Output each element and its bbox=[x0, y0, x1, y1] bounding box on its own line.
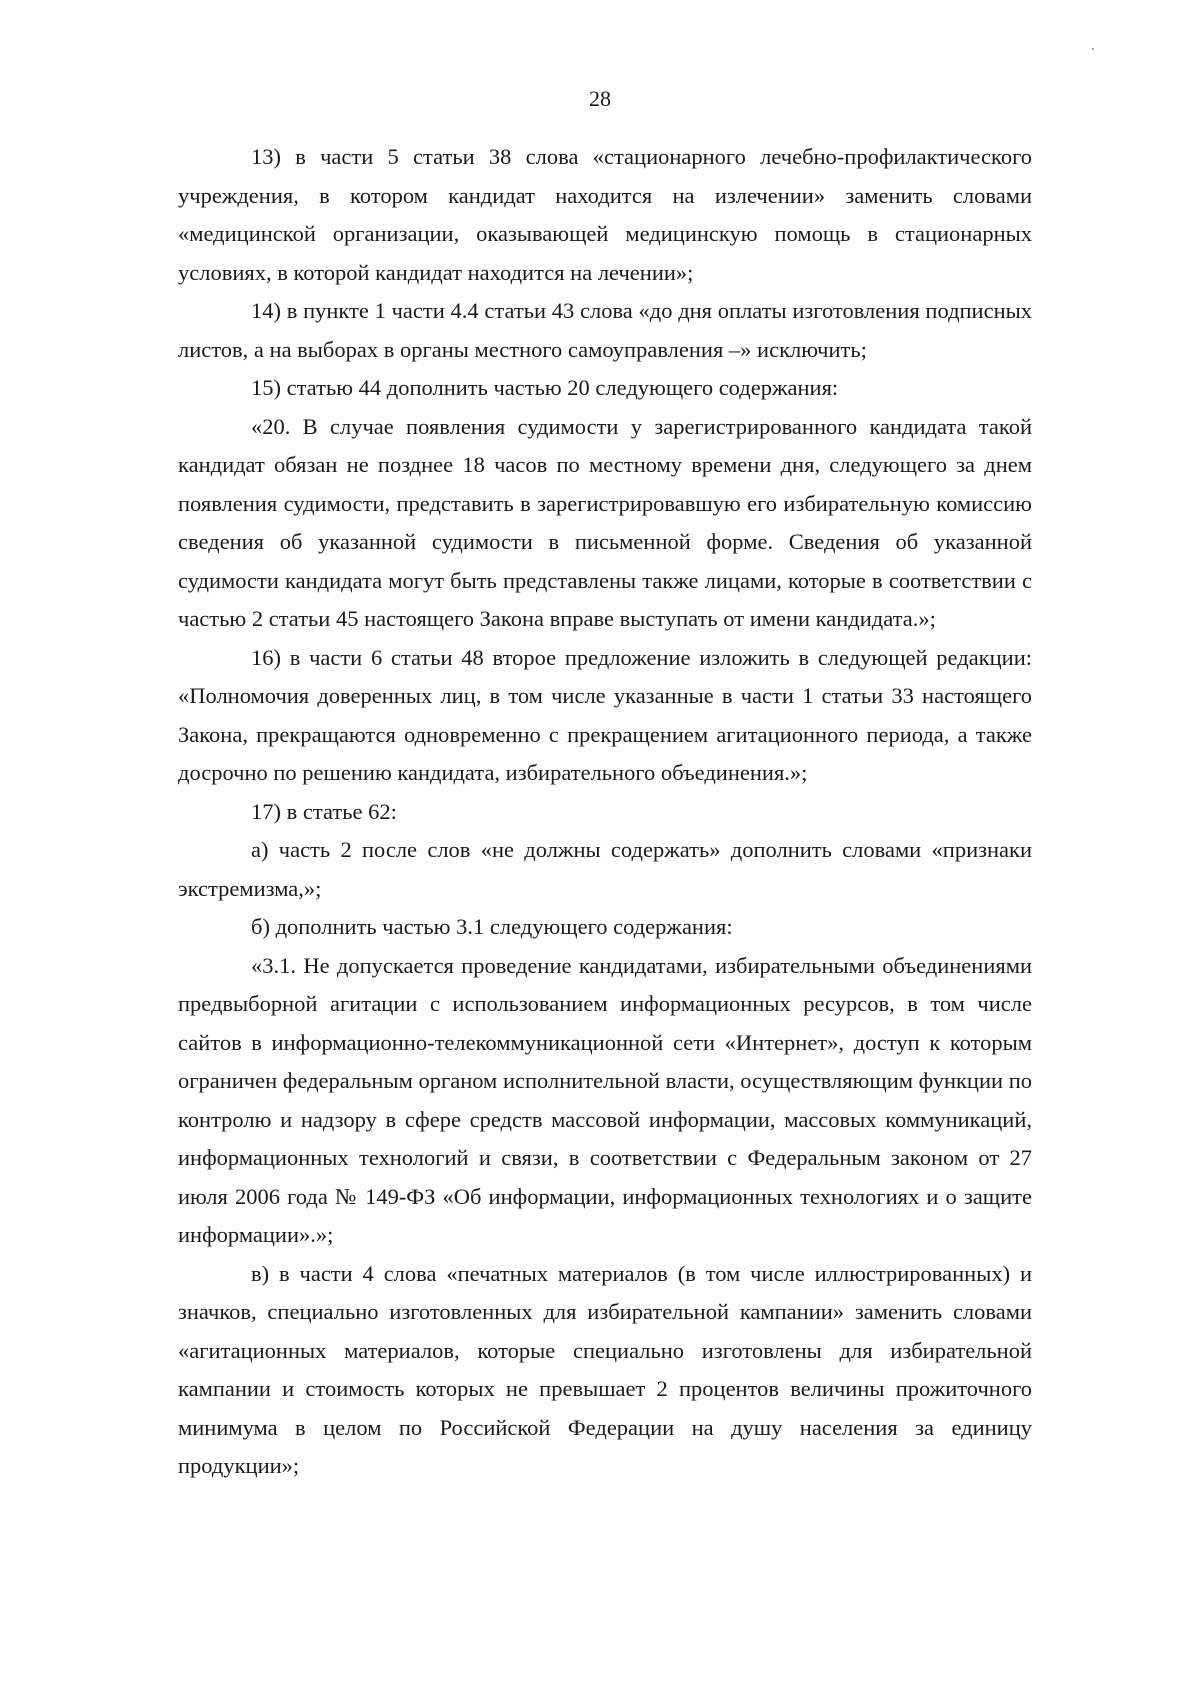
paragraph-item-14: 14) в пункте 1 части 4.4 статьи 43 слова «до дня оплаты изготовления подписных листов, а на выборах в органы местного самоуправления –» исключить; bbox=[178, 298, 1032, 362]
paragraph-subitem-b: б) дополнить частью 3.1 следующего содержания: bbox=[251, 914, 733, 939]
paragraph-subitem-a: а) часть 2 после слов «не должны содержать» дополнить словами «признаки экстремизма,»; bbox=[178, 837, 1032, 901]
paragraph-subitem-v: в) в части 4 слова «печатных материалов (в том числе иллюстрированных) и значков, специально изготовленных для избирательной кампании» заменить словами «агитационных материалов, которые специально изготовлены для избирательной кампании и стоимость которых не превышает 2 процентов величины прожиточного минимума в целом по Российской Федерации на душу населения за единицу продукции»; bbox=[178, 1260, 1032, 1478]
paragraph-item-16: 16) в части 6 статьи 48 второе предложение изложить в следующей редакции: «Полномочия доверенных лиц, в том числе указанные в части 1 статьи 33 настоящего Закона, прекращаются одновременно с прекращением агитационного периода, а также досрочно по решению кандидата, избирательного объединения.»; bbox=[178, 644, 1032, 785]
page-number: 28 bbox=[589, 86, 611, 111]
scan-speck bbox=[1092, 48, 1094, 50]
paragraph-item-15: 15) статью 44 дополнить частью 20 следующего содержания: bbox=[251, 375, 839, 400]
paragraph-quote-part-3-1: «3.1. Не допускается проведение кандидатами, избирательными объединениями предвыборной агитации с использованием информационных ресурсов, в том числе сайтов в информационно-телекоммуникационной сети «Интернет», доступ к которым ограничен федеральным органом исполнительной власти, осуществляющим функции по контролю и надзору в сфере средств массовой информации, массовых коммуникаций, информационных технологий и связи, в соответствии с Федеральным законом от 27 июля 2006 года № 149-ФЗ «Об информации, информационных технологиях и о защите информации».»; bbox=[178, 952, 1032, 1247]
paragraph-item-13: 13) в части 5 статьи 38 слова «стационарного лечебно-профилактического учреждения, в котором кандидат находится на излечении» заменить словами «медицинской организации, оказывающей медицинскую помощь в стационарных условиях, в которой кандидат находится на лечении»; bbox=[178, 144, 1032, 285]
paragraph-quote-part-20: «20. В случае появления судимости у зарегистрированного кандидата такой кандидат обязан не позднее 18 часов по местному времени дня, следующего за днем появления судимости, представить в зарегистрировавшую его избирательную комиссию сведения об указанной судимости в письменной форме. Сведения об указанной судимости кандидата могут быть представлены также лицами, которые в соответствии с частью 2 статьи 45 настоящего Закона вправе выступать от имени кандидата.»; bbox=[178, 413, 1032, 631]
paragraph-item-17: 17) в статье 62: bbox=[251, 798, 397, 824]
document-body bbox=[178, 138, 1032, 1486]
